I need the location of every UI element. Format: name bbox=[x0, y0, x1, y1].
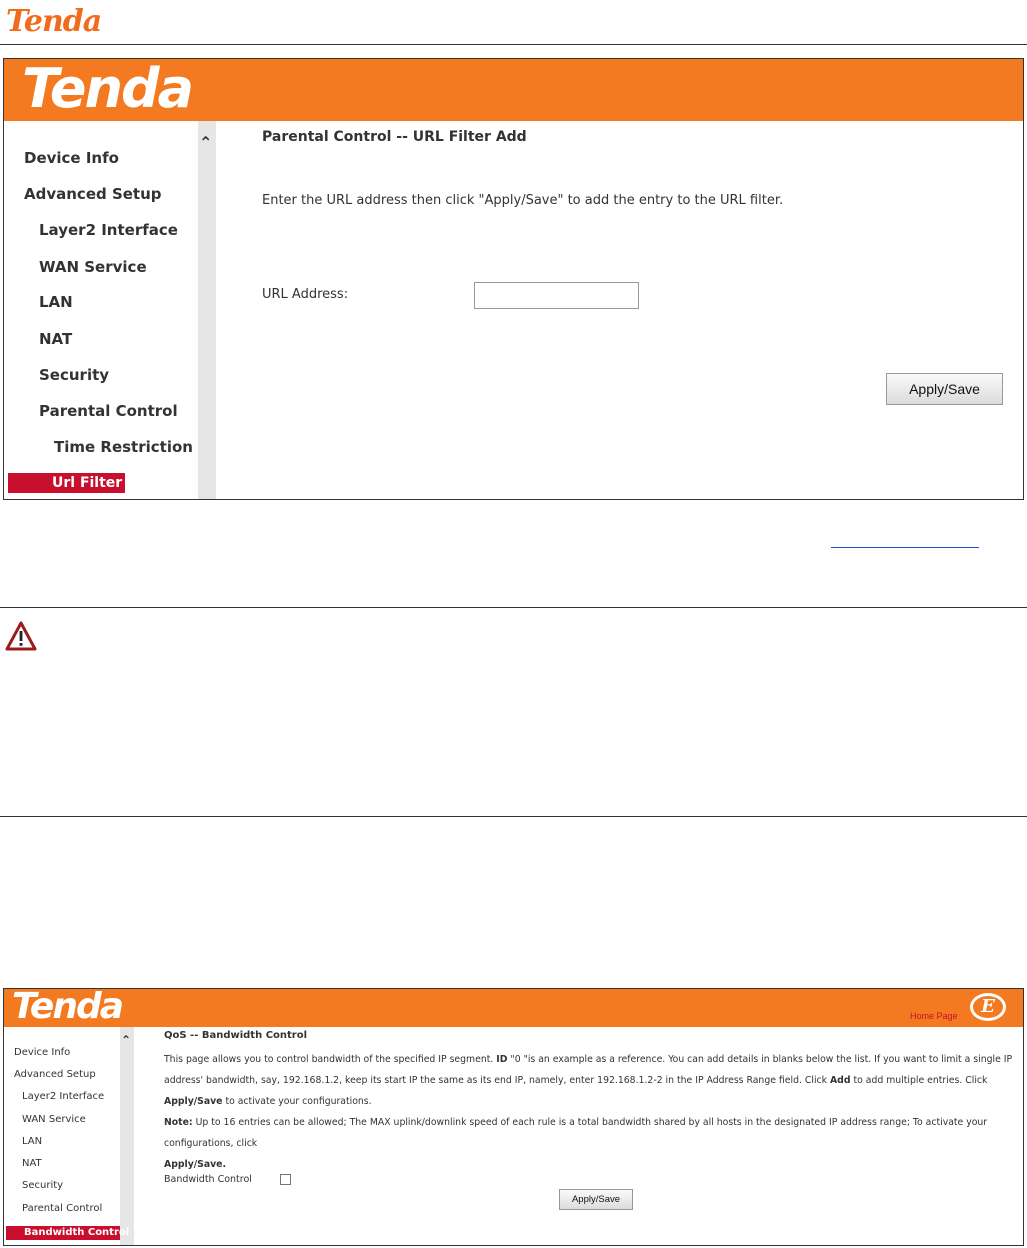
bandwidth-control-checkbox[interactable] bbox=[280, 1174, 291, 1185]
page-description bbox=[164, 1049, 1024, 1175]
sidebar-item-advanced-setup[interactable]: Advanced Setup bbox=[14, 1069, 96, 1080]
apply-save-button[interactable]: Apply/Save bbox=[886, 373, 1003, 405]
link-underline[interactable] bbox=[831, 547, 979, 548]
bandwidth-control-label: Bandwidth Control bbox=[164, 1174, 252, 1185]
description-text: to add multiple entries. Click bbox=[850, 1075, 988, 1086]
sidebar-item-device-info[interactable]: Device Info bbox=[24, 149, 119, 167]
sidebar-scrollbar[interactable] bbox=[198, 121, 216, 500]
home-page-link[interactable]: Home Page bbox=[910, 1011, 958, 1021]
header-rule bbox=[0, 44, 1027, 45]
sidebar-item-security[interactable]: Security bbox=[22, 1180, 64, 1191]
url-address-input[interactable] bbox=[474, 282, 639, 309]
sidebar bbox=[4, 1027, 144, 1246]
warning-triangle-icon bbox=[5, 621, 37, 651]
description-add-term: Add bbox=[829, 1075, 851, 1086]
sidebar-item-wan-service[interactable]: WAN Service bbox=[22, 1114, 86, 1125]
sidebar-item-parental-control[interactable]: Parental Control bbox=[22, 1203, 103, 1214]
sidebar-item-lan[interactable]: LAN bbox=[22, 1136, 43, 1147]
sidebar-item-security[interactable]: Security bbox=[39, 366, 110, 384]
sidebar-item-bandwidth-control[interactable]: Bandwidth Control bbox=[6, 1226, 120, 1240]
note-apply-term: Apply/Save. bbox=[164, 1159, 227, 1170]
banner bbox=[4, 59, 1023, 121]
sidebar-item-device-info[interactable]: Device Info bbox=[14, 1047, 71, 1058]
sidebar-item-nat[interactable]: NAT bbox=[39, 330, 73, 348]
sidebar-item-layer2-interface[interactable]: Layer2 Interface bbox=[22, 1091, 105, 1102]
note-label: Note: bbox=[164, 1117, 193, 1128]
sidebar bbox=[4, 121, 216, 500]
sidebar-item-parental-control[interactable]: Parental Control bbox=[39, 402, 178, 420]
e-logo-icon: E bbox=[970, 993, 1006, 1021]
description-apply-term: Apply/Save bbox=[164, 1096, 223, 1107]
sidebar-item-wan-service[interactable]: WAN Service bbox=[39, 258, 147, 276]
sidebar-item-nat[interactable]: NAT bbox=[22, 1158, 42, 1169]
url-filter-screenshot bbox=[3, 58, 1024, 500]
page-description: Enter the URL address then click "Apply/Save" to add the entry to the URL filter. bbox=[262, 193, 784, 208]
sidebar-item-advanced-setup[interactable]: Advanced Setup bbox=[24, 185, 162, 203]
sidebar-item-time-restriction[interactable]: Time Restriction bbox=[54, 438, 193, 456]
description-text: This page allows you to control bandwidth of the specified IP segment. bbox=[164, 1054, 497, 1065]
apply-save-button[interactable]: Apply/Save bbox=[559, 1189, 633, 1210]
sidebar-item-layer2-interface[interactable]: Layer2 Interface bbox=[39, 221, 178, 239]
bandwidth-control-screenshot bbox=[3, 988, 1024, 1246]
description-text: "0 "is an example as a reference. You can add details in blanks below the list. If you want to limit a single IP address' bandwidth, say, 192.168.1.2, keep its start IP the same as its end IP, namely, enter 192.168.1.2-2 in the IP Address Range field. Click bbox=[164, 1054, 1013, 1086]
banner-logo: Tenda bbox=[22, 58, 193, 120]
chevron-up-icon[interactable]: ⌃ bbox=[121, 1033, 132, 1047]
sidebar-item-lan[interactable]: LAN bbox=[39, 293, 73, 311]
warning-bottom-rule bbox=[0, 816, 1027, 817]
description-text: to activate your configurations. bbox=[222, 1096, 372, 1107]
main-content bbox=[164, 1027, 1024, 1246]
url-address-label: URL Address: bbox=[262, 287, 349, 302]
note-text: Up to 16 entries can be allowed; The MAX uplink/downlink speed of each rule is a total bandwidth shared by all hosts in the designated IP address range; To activate your configurations, click bbox=[164, 1117, 988, 1149]
chevron-up-icon[interactable]: ⌃ bbox=[199, 133, 213, 152]
main-content bbox=[216, 121, 1024, 500]
banner bbox=[4, 989, 1023, 1027]
document-logo: Tenda bbox=[6, 4, 102, 39]
banner-logo: Tenda bbox=[12, 988, 123, 1027]
page-title: Parental Control -- URL Filter Add bbox=[262, 129, 527, 145]
warning-top-rule bbox=[0, 607, 1027, 608]
sidebar-scrollbar[interactable] bbox=[120, 1027, 134, 1246]
sidebar-item-url-filter[interactable]: Url Filter bbox=[8, 473, 125, 493]
page-title: QoS -- Bandwidth Control bbox=[164, 1030, 308, 1041]
description-id-term: ID bbox=[496, 1054, 508, 1065]
